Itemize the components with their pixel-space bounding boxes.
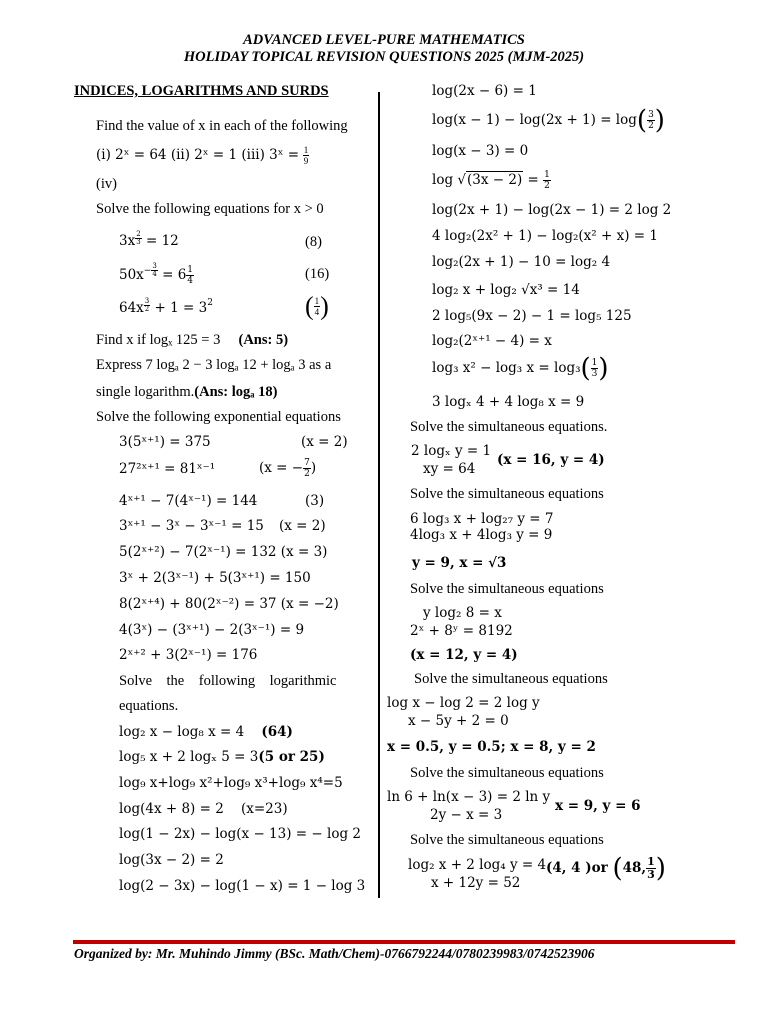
header-title: ADVANCED LEVEL-PURE MATHEMATICS bbox=[243, 32, 525, 48]
sim-3-answer: (x = 12, y = 4) bbox=[410, 647, 518, 663]
exp-eq-5: 5(2ˣ⁺²) − 7(2ˣ⁻¹) = 132 (x = 3) bbox=[119, 544, 328, 560]
sim-2-eq-b: 4log₃ x + 4log₃ y = 9 bbox=[410, 527, 553, 543]
header-subtitle: HOLIDAY TOPICAL REVISION QUESTIONS 2025 (MJM-2025) bbox=[183, 49, 585, 65]
exp-eq-2-answer: (x = − $\frac{7}{2}$ ) bbox=[259, 458, 317, 479]
question-4: Express 7 logₐ 2 − 3 logₐ 12 + logₐ 3 as a bbox=[96, 357, 332, 373]
sim-1-instruction: Solve the simultaneous equations. bbox=[410, 419, 608, 435]
footer-credit: Organized by: Mr. Muhindo Jimmy (BSc. Math/Chem)-0766792244/0780239983/0742523906 bbox=[74, 946, 595, 961]
exp-eq-4-answer: (x = 2) bbox=[279, 518, 326, 534]
sim-4-answer: x = 0.5, y = 0.5; x = 8, y = 2 bbox=[387, 739, 596, 755]
question-1-iv: (iv) bbox=[96, 176, 117, 192]
sim-2-answer: y = 9, x = √3 bbox=[412, 555, 507, 571]
log-eq-2: log₅ x + 2 logₓ 5 = 3(5 or 25) bbox=[119, 749, 325, 765]
question-4-cont: single logarithm.(Ans: logₐ 18) bbox=[96, 384, 278, 400]
sim-4-eq-b: x − 5y + 2 = 0 bbox=[408, 713, 509, 729]
question-5: Solve the following exponential equations bbox=[96, 409, 341, 425]
exp-eq-4: 3ˣ⁺¹ − 3ˣ − 3ˣ⁻¹ = 15 bbox=[119, 518, 264, 534]
equation-2b: $50x^{- \frac{3}{4}}$ = 6 $\frac{1}{4}$ bbox=[119, 262, 194, 286]
question-1-parts: (i) 2ˣ = 64 (ii) 2ˣ = 1 (iii) 3ˣ = $\frac{1}{9}$ bbox=[96, 145, 309, 166]
column-divider bbox=[378, 92, 380, 898]
sim-2-eq-a: 6 log₃ x + log₂₇ y = 7 bbox=[410, 511, 554, 527]
r-eq-1: log(2x − 6) = 1 bbox=[432, 83, 537, 99]
sim-3-eq-b: 2ˣ + 8ʸ = 8192 bbox=[410, 623, 513, 639]
sim-5-eq-a: ln 6 + ln(x − 3) = 2 ln y bbox=[387, 789, 551, 805]
r-eq-6: 4 log₂(2x² + 1) − log₂(x² + x) = 1 bbox=[432, 228, 658, 244]
sim-6-eq-a: log₂ x + 2 log₄ y = 4 bbox=[408, 857, 547, 873]
sim-5-eq-b: 2y − x = 3 bbox=[430, 807, 503, 823]
log-eq-7: log(2 − 3x) − log(1 − x) = 1 − log 3 bbox=[119, 878, 366, 894]
section-title: INDICES, LOGARITHMS AND SURDS bbox=[74, 83, 329, 99]
exp-eq-3-answer: (3) bbox=[305, 493, 325, 509]
r-eq-3: log(x − 3) = 0 bbox=[432, 143, 529, 159]
r-eq-4: log √(3x − 2) = $\frac{1}{2}$ bbox=[432, 170, 550, 191]
log-eq-6: log(3x − 2) = 2 bbox=[119, 852, 224, 868]
exp-eq-8: 4(3ˣ) − (3ˣ⁺¹) − 2(3ˣ⁻¹) = 9 bbox=[119, 622, 305, 638]
exp-eq-1: 3(5ˣ⁺¹) = 375 bbox=[119, 434, 211, 450]
exp-eq-6: 3ˣ + 2(3ˣ⁻¹) + 5(3ˣ⁺¹) = 150 bbox=[119, 570, 311, 586]
sim-1-answer: (x = 16, y = 4) bbox=[497, 452, 605, 468]
answer-2b: (16) bbox=[305, 266, 330, 282]
r-eq-11: log₃ x² − log₃ x = log₃( $\frac{1}{3}$ ) bbox=[432, 353, 609, 384]
sim-3-eq-a: y log₂ 8 = x bbox=[423, 605, 502, 621]
sim-5-answer: x = 9, y = 6 bbox=[555, 798, 641, 814]
answer-2c: ( $\frac{1}{4}$ ) bbox=[305, 291, 329, 321]
sim-2-instruction: Solve the simultaneous equations bbox=[410, 486, 604, 502]
r-eq-9: 2 log₅(9x − 2) − 1 = log₅ 125 bbox=[432, 308, 632, 324]
log-eq-1: log₂ x − log₈ x = 4 (64) bbox=[119, 724, 293, 740]
sim-6-eq-b: x + 12y = 52 bbox=[431, 875, 521, 891]
sim-1-eq-b: xy = 64 bbox=[423, 461, 476, 477]
sim-6-instruction: Solve the simultaneous equations bbox=[410, 832, 604, 848]
question-6-cont: equations. bbox=[119, 698, 179, 714]
answer-2a: (8) bbox=[305, 234, 322, 250]
log-eq-5: log(1 − 2x) − log(x − 13) = − log 2 bbox=[119, 826, 361, 842]
r-eq-12: 3 logₓ 4 + 4 log₈ x = 9 bbox=[432, 394, 585, 410]
sim-1-eq-a: 2 logₓ y = 1 bbox=[411, 443, 492, 459]
sim-6-answer: (4, 4 )or (48, $\frac{1}{3}$ ) bbox=[546, 853, 666, 884]
log-eq-3: log₉ x+log₉ x²+log₉ x³+log₉ x⁴=5 bbox=[119, 775, 343, 791]
r-eq-5: log(2x + 1) − log(2x − 1) = 2 log 2 bbox=[432, 202, 672, 218]
log-eq-4: log(4x + 8) = 2 (x=23) bbox=[119, 801, 288, 817]
r-eq-2: log(x − 1) − log(2x + 1) = log( $\frac{3}{2}$ ) bbox=[432, 105, 665, 136]
exp-eq-1-answer: (x = 2) bbox=[301, 434, 348, 450]
question-6: Solve the following logarithmic bbox=[119, 673, 337, 689]
r-eq-7: log₂(2x + 1) − 10 = log₂ 4 bbox=[432, 254, 611, 270]
equation-2a: 3x $^{\frac{2}{3}}$ = 12 bbox=[119, 230, 179, 249]
exp-eq-3: 4ˣ⁺¹ − 7(4ˣ⁻¹) = 144 bbox=[119, 493, 258, 509]
sim-3-instruction: Solve the simultaneous equations bbox=[410, 581, 604, 597]
question-3: Find x if logₓ 125 = 3 (Ans: 5) bbox=[96, 332, 289, 348]
sim-4-eq-a: log x − log 2 = 2 log y bbox=[387, 695, 540, 711]
equation-2c: 64x $^{\frac{3}{2}}$ + $1 = 3^2$ bbox=[119, 297, 213, 316]
question-1: Find the value of x in each of the following bbox=[96, 118, 348, 134]
r-eq-10: log₂(2ˣ⁺¹ − 4) = x bbox=[432, 333, 552, 349]
sim-5-instruction: Solve the simultaneous equations bbox=[410, 765, 604, 781]
footer-rule bbox=[73, 940, 735, 944]
exp-eq-2: 27²ˣ⁺¹ = 81ˣ⁻¹ bbox=[119, 461, 216, 477]
sim-4-instruction: Solve the simultaneous equations bbox=[414, 671, 608, 687]
question-2: Solve the following equations for x > 0 bbox=[96, 201, 324, 217]
exp-eq-7: 8(2ˣ⁺⁴) + 80(2ˣ⁻²) = 37 (x = −2) bbox=[119, 596, 339, 612]
r-eq-8: log₂ x + log₂ √x³ = 14 bbox=[432, 282, 580, 298]
exp-eq-9: 2ˣ⁺² + 3(2ˣ⁻¹) = 176 bbox=[119, 647, 258, 663]
